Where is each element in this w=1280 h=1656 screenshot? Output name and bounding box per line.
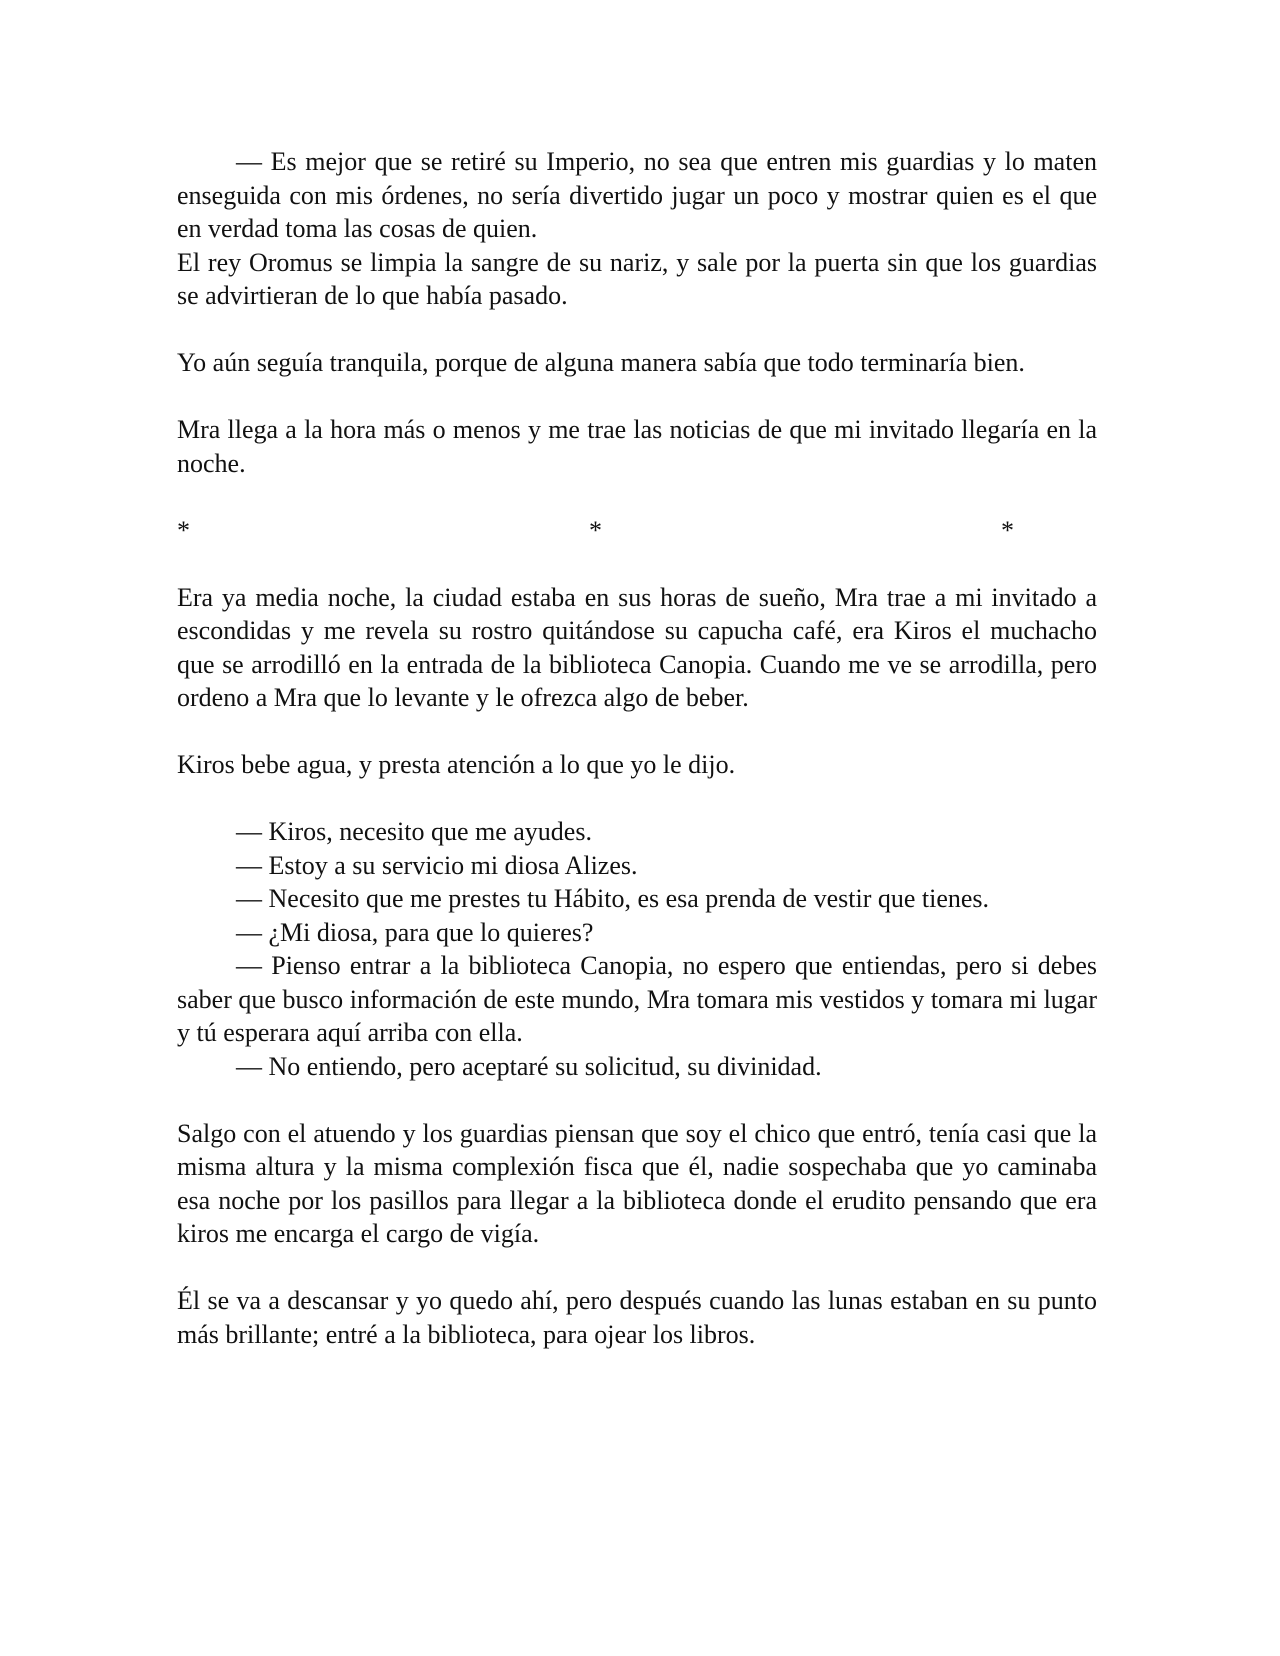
paragraph-3: Yo aún seguía tranquila, porque de alguna manera sabía que todo terminaría bien. <box>177 348 1025 377</box>
paragraph-4: Mra llega a la hora más o menos y me trae las noticias de que mi invitado llegaría en la noche. <box>177 415 1097 478</box>
dialogue-line-4: — ¿Mi diosa, para que lo quieres? <box>236 917 594 947</box>
separator-star-2: * <box>589 515 602 545</box>
dialogue-line-6: — No entiendo, pero aceptaré su solicitud, su divinidad. <box>236 1051 822 1081</box>
paragraph-6: Kiros bebe agua, y presta atención a lo que yo le dijo. <box>177 750 736 779</box>
dialogue-line-5: — Pienso entrar a la biblioteca Canopia, no espero que entiendas, pero si debes saber que busco información de este mundo, Mra tomara mis vestidos y tomara mi lugar y tú esperara aquí arriba con ella. <box>177 951 1097 1047</box>
section-separator <box>177 514 1014 548</box>
paragraph-1: — Es mejor que se retiré su Imperio, no sea que entren mis guardias y lo maten enseguida con mis órdenes, no sería divertido jugar un poco y mostrar quien es el que en verdad toma las cosas de quien. <box>177 147 1097 243</box>
dialogue-line-3: — Necesito que me prestes tu Hábito, es esa prenda de vestir que tienes. <box>236 884 990 913</box>
paragraph-5: Era ya media noche, la ciudad estaba en sus horas de sueño, Mra trae a mi invitado a escondidas y me revela su rostro quitándose su capucha café, era Kiros el muchacho que se arrodilló en la entrada de la biblioteca Canopia. Cuando me ve se arrodilla, pero ordeno a Mra que lo levante y le ofrezca algo de beber. <box>177 582 1097 712</box>
separator-star-3: * <box>1001 515 1014 545</box>
document-page <box>177 145 1097 1351</box>
dialogue-line-2: — Estoy a su servicio mi diosa Alizes. <box>236 850 638 880</box>
paragraph-7: Salgo con el atuendo y los guardias piensan que soy el chico que entró, tenía casi que la misma altura y la misma complexión fisca que él, nadie sospechaba que yo caminaba esa noche por los pasillos para llegar a la biblioteca donde el erudito pensando que era kiros me encarga el cargo de vigía. <box>177 1118 1097 1248</box>
dialogue-line-1: — Kiros, necesito que me ayudes. <box>236 817 592 846</box>
paragraph-8: Él se va a descansar y yo quedo ahí, pero después cuando las lunas estaban en su punto más brillante; entré a la biblioteca, para ojear los libros. <box>177 1286 1097 1349</box>
separator-star-1: * <box>177 515 190 545</box>
paragraph-2: El rey Oromus se limpia la sangre de su nariz, y sale por la puerta sin que los guardias se advirtieran de lo que había pasado. <box>177 247 1097 310</box>
